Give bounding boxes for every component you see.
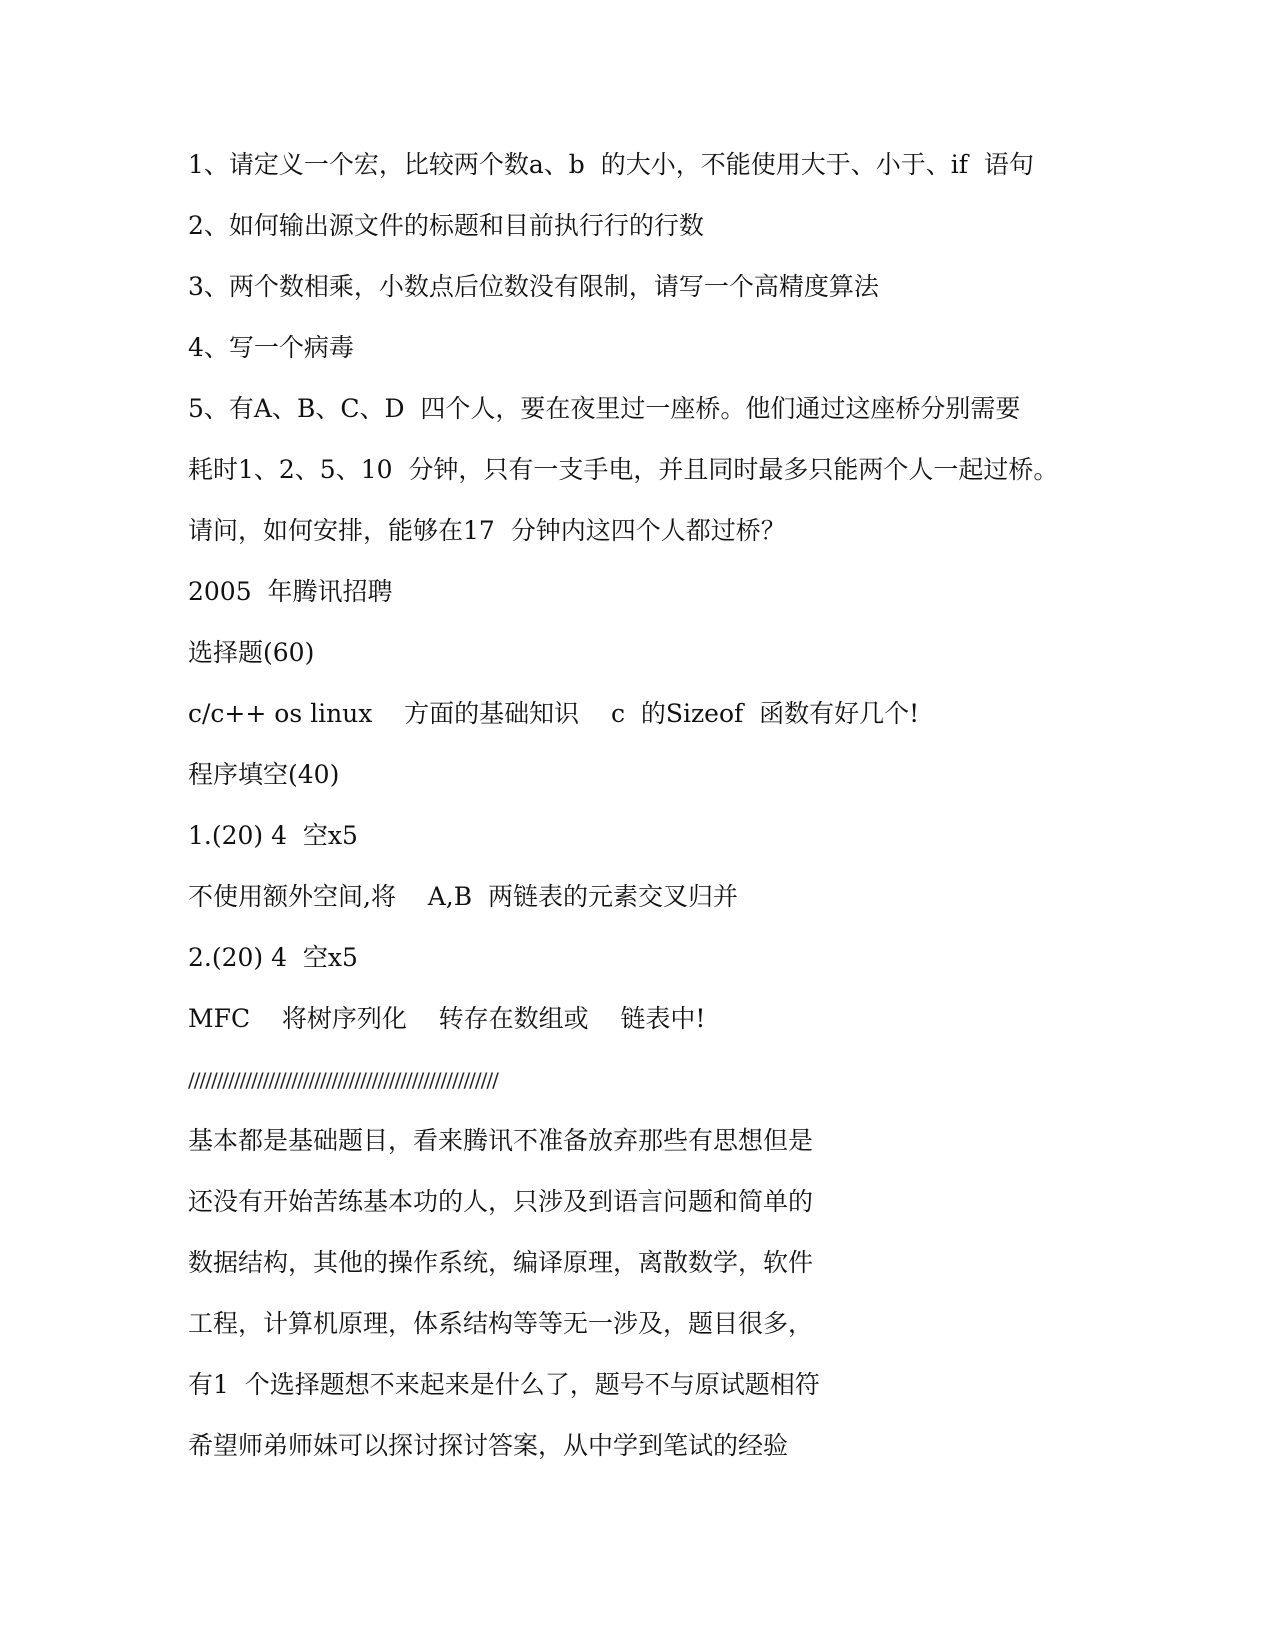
question-5-line-3: 请问，如何安排，能够在17 分钟内这四个人都过桥？ [188, 516, 786, 545]
program-fill-heading: 程序填空(40) [188, 760, 340, 789]
comment-line-3: 数据结构，其他的操作系统，编译原理，离散数学，软件 [188, 1248, 814, 1277]
question-5-line-1: 5、有A、B、C、D 四个人，要在夜里过一座桥。他们通过这座桥分别需要 [188, 394, 1021, 423]
separator-line: ////////////////////////////////////////////////////// [188, 1068, 498, 1092]
question-2-text: 2、如何输出源文件的标题和目前执行行的行数 [188, 211, 704, 240]
multiple-choice-heading: 选择题(60) [188, 638, 315, 667]
fill-question-1-description: 不使用额外空间,将 A,B 两链表的元素交叉归并 [188, 882, 739, 911]
fill-question-2-description: MFC 将树序列化 转存在数组或 链表中! [188, 1004, 706, 1033]
section-heading-2005-tencent: 2005 年腾讯招聘 [188, 577, 393, 606]
comment-line-6: 希望师弟师妹可以探讨探讨答案，从中学到笔试的经验 [188, 1431, 789, 1460]
comment-line-5: 有1 个选择题想不来起来是什么了，题号不与原试题相符 [188, 1370, 820, 1399]
fill-question-2-title: 2.(20) 4 空x5 [188, 943, 358, 972]
question-3-text: 3、两个数相乘，小数点后位数没有限制，请写一个高精度算法 [188, 272, 879, 301]
document-body [188, 142, 1088, 1484]
comment-line-1: 基本都是基础题目，看来腾讯不准备放弃那些有思想但是 [188, 1126, 814, 1155]
comment-line-4: 工程，计算机原理，体系结构等等无一涉及，题目很多， [188, 1309, 814, 1338]
question-5-line-2: 耗时1、2、5、10 分钟，只有一支手电，并且同时最多只能两个人一起过桥。 [188, 455, 1059, 484]
comment-line-2: 还没有开始苦练基本功的人，只涉及到语言问题和简单的 [188, 1187, 814, 1216]
fill-question-1-title: 1.(20) 4 空x5 [188, 821, 358, 850]
question-1-text: 1、请定义一个宏，比较两个数a、b 的大小，不能使用大于、小于、if 语句 [188, 150, 1034, 179]
multiple-choice-topics: c/c++ os linux 方面的基础知识 c 的Sizeof 函数有好几个! [188, 699, 920, 728]
question-4-text: 4、写一个病毒 [188, 333, 354, 362]
